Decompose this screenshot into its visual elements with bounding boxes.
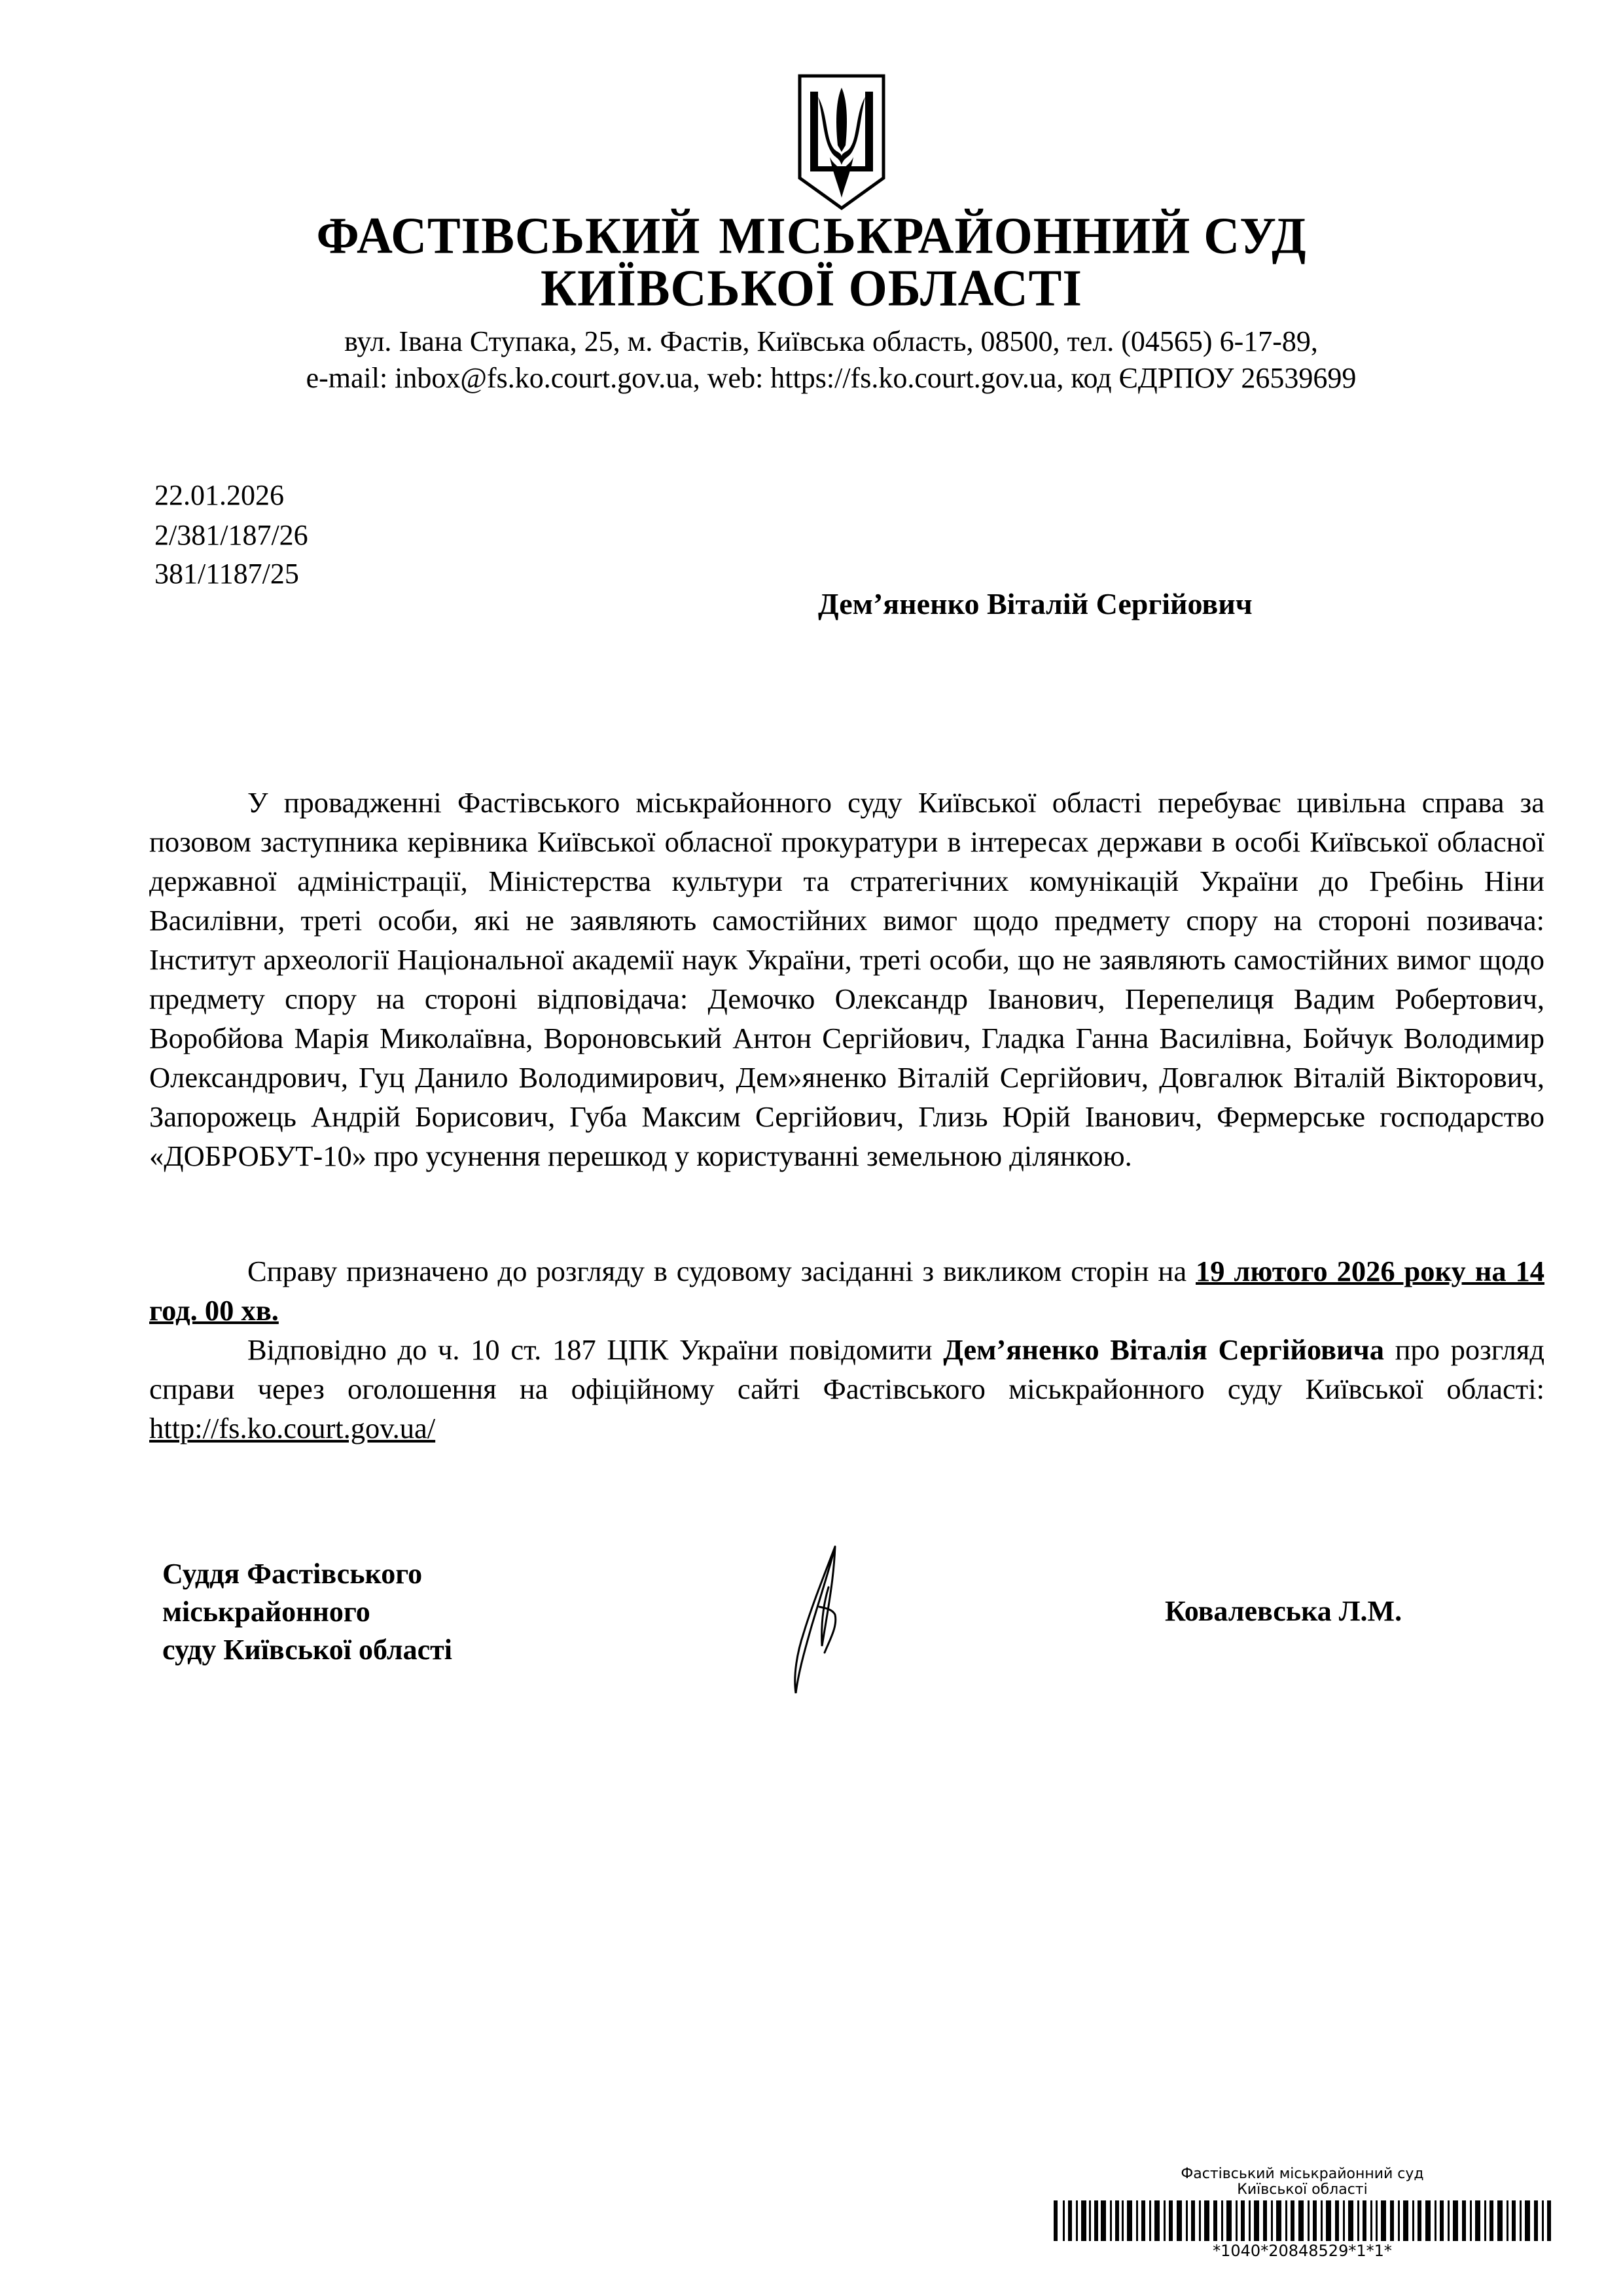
barcode-caption-line1: Фастівський міськрайонний суд	[1181, 2166, 1424, 2182]
body-paragraph-2	[149, 1251, 1544, 1330]
judge-title-line3: суду Київської області	[162, 1634, 452, 1666]
court-name-part1: ФАСТІВСЬКИЙ	[316, 206, 701, 265]
case-description: У провадженні Фастівського міськрайонного суду Київської області перебуває цивільна справа за позовом заступника керівника Київської обласної прокуратури в інтересах держави в особі Київської обласної державної адміністрації, Міністерства культури та стратегічних комунікацій України до Гребінь Ніни Василівни, треті особи, які не заявляють самостійних вимог щодо предмету спору на стороні позивача: Інститут археології Національної академії наук України, треті особи, що не заявляють самостійних вимог щодо предмету спору на стороні відповідача: Демочко Олександр Іванович, Перепелиця Вадим Робертович, Воробйова Марія Миколаївна, Вороновський Антон Сергійович, Гладка Ганна Василівна, Бойчук Володимир Олександрович, Гуц Данило Володимирович, Дем»яненко Віталій Сергійович, Довгалюк Віталій Вікторович, Запорожець Андрій Борисович, Губа Максим Сергійович, Глизь Юрій Іванович, Фермерське господарство «ДОБРОБУТ-10» про усунення перешкод у користуванні земельною ділянкою.	[149, 786, 1544, 1172]
judge-title-line1: Суддя Фастівського	[162, 1558, 423, 1590]
judge-name: Ковалевська Л.М.	[1165, 1595, 1402, 1627]
court-name-heading	[0, 206, 1623, 265]
notice-text: Відповідно до ч. 10 ст. 187 ЦПК України повідомити	[247, 1333, 944, 1366]
body-paragraph-3	[149, 1330, 1544, 1448]
court-address: вул. Івана Ступака, 25, м. Фастів, Київська область, 08500, тел. (04565) 6-17-89,	[344, 325, 1318, 357]
barcode-number: *1040*20848529*1*1*	[1213, 2242, 1392, 2260]
document-date: 22.01.2026	[154, 479, 284, 511]
barcode-icon	[1054, 2200, 1551, 2241]
court-website-link[interactable]: http://fs.ko.court.gov.ua/	[149, 1412, 436, 1444]
case-number: 381/1187/25	[154, 558, 299, 590]
hearing-text: Справу призначено до розгляду в судовому засіданні з викликом сторін на	[247, 1255, 1196, 1287]
addressee-name: Дем’яненко Віталій Сергійович	[818, 587, 1253, 620]
court-contacts: e-mail: inbox@fs.ko.court.gov.ua, web: https://fs.ko.court.gov.ua, код ЄДРПОУ 26539699	[306, 362, 1357, 394]
court-name-part2: МІСЬКРАЙОННИЙ СУД	[719, 206, 1307, 265]
judge-title	[162, 1555, 452, 1669]
barcode-caption-line2: Київської області	[1237, 2181, 1368, 2198]
handwritten-signature-icon	[746, 1541, 851, 1698]
outgoing-number: 2/381/187/26	[154, 519, 308, 551]
notified-person-name: Дем’яненко Віталія Сергійовича	[943, 1333, 1384, 1366]
document-barcode	[1047, 2166, 1558, 2259]
notice-text-continued: про розгляд справи через оголошення на офіційному сайті Фастівського міськрайонного суду Київської області:	[149, 1333, 1545, 1405]
body-paragraph-1	[149, 783, 1544, 1175]
judge-title-line2: міськрайонного	[162, 1596, 370, 1628]
hearing-datetime: 19 лютого 2026 року на 14 год. 00 хв.	[149, 1255, 1544, 1327]
court-region-heading: КИЇВСЬКОЇ ОБЛАСТІ	[541, 259, 1082, 317]
ukraine-trident-coat-of-arms-icon	[797, 73, 886, 211]
